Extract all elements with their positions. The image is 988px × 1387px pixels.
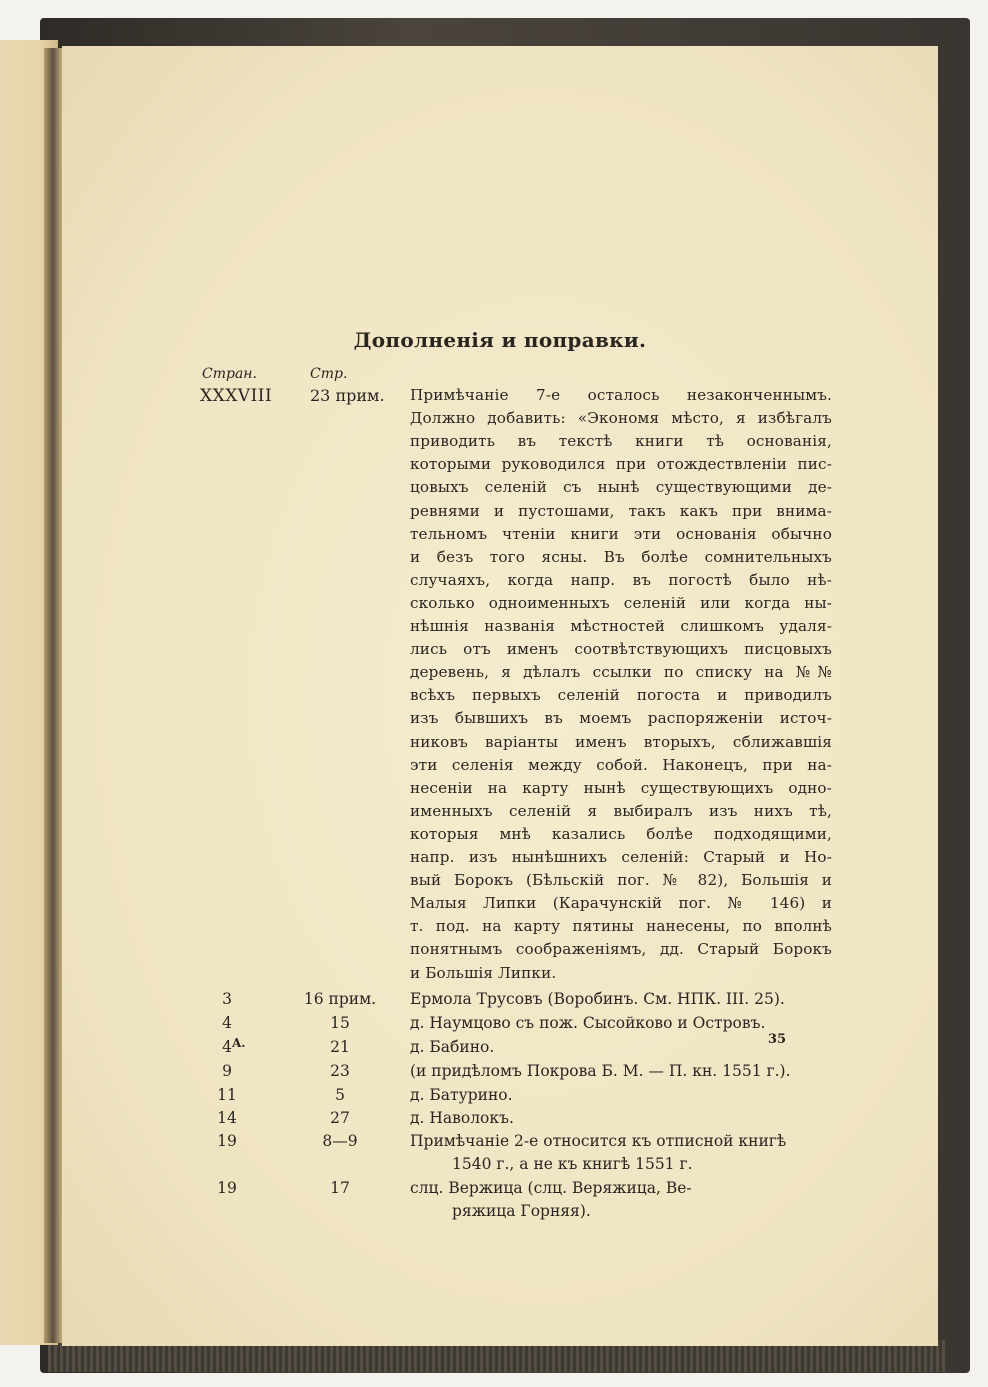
row-correction-text: Ермола Трусовъ (Воробинъ. См. НПК. III. 25). — [410, 990, 785, 1008]
entry-text-line: деревень, я дѣлалъ ссылки по списку на №№ — [410, 663, 832, 682]
entry-text-line: понятнымъ соображеніямъ, дд. Старый Борокъ — [410, 940, 832, 959]
row-line-number: 8—9 — [322, 1132, 358, 1150]
entry-text-line: никовъ варіанты именъ вторыхъ, сближавшія — [410, 732, 832, 751]
entry-text-line: Малыя Липки (Карачунскій пог. № 146) и — [410, 894, 832, 913]
row-correction-text: (и придѣломъ Покрова Б. М. — П. кн. 1551 г.). — [410, 1062, 791, 1080]
row-page-number: 3 — [222, 990, 232, 1008]
entry-text-line: приводить въ текстѣ книги тѣ основанія, — [410, 432, 832, 451]
entry-text-line: тельномъ чтеніи книги эти основанія обычно — [410, 524, 832, 543]
errata-row — [62, 1038, 938, 1062]
entry-text-line: Примѣчаніе 7-е осталось незаконченнымъ. — [410, 386, 832, 404]
row-correction-text: Примѣчаніе 2-е относится къ отписной книгѣ — [410, 1132, 787, 1150]
entry-text-line: сколько одноименныхъ селеній или когда ны- — [410, 593, 832, 612]
row-page-number: 14 — [217, 1109, 237, 1127]
row-line-number: 5 — [335, 1086, 345, 1104]
row-page-number: 11 — [217, 1086, 237, 1104]
row-correction-continuation: ряжица Горняя). — [452, 1202, 591, 1220]
row-correction-text: д. Батурино. — [410, 1086, 513, 1104]
entry-line-number: 23 прим. — [310, 386, 385, 405]
row-page-number: 19 — [217, 1179, 237, 1197]
errata-row — [62, 1014, 938, 1038]
entry-text-line: т. под. на карту пятины нанесены, по вполнѣ — [410, 917, 832, 936]
entry-text-line: именныхъ селеній я выбиралъ изъ нихъ тѣ, — [410, 801, 832, 820]
line-column-header: Стр. — [310, 366, 348, 382]
row-correction-continuation: 1540 г., а не къ книгѣ 1551 г. — [452, 1155, 693, 1173]
errata-row — [62, 1109, 938, 1133]
entry-page-number: XXXVIII — [200, 386, 273, 406]
entry-text-line: напр. изъ нынѣшнихъ селеній: Старый и Но- — [410, 848, 832, 866]
errata-row — [62, 1132, 938, 1173]
printer-signature: A. — [232, 1036, 246, 1050]
entry-text-line: ревнями и пустошами, такъ какъ при внима- — [410, 501, 832, 520]
signature-number: 35 — [768, 1032, 787, 1047]
row-line-number: 21 — [330, 1038, 350, 1056]
book-gutter — [44, 48, 62, 1343]
row-page-number: 19 — [217, 1132, 237, 1150]
book-page — [62, 46, 938, 1346]
entry-text-line: цовыхъ селеній съ нынѣ существующими де- — [410, 478, 832, 497]
page-column-header: Стран. — [202, 366, 257, 382]
row-line-number: 23 — [330, 1062, 350, 1080]
row-line-number: 16 прим. — [303, 990, 377, 1008]
entry-text-line: и безъ того ясны. Въ болѣе сомнительныхъ — [410, 547, 832, 566]
row-line-number: 17 — [330, 1179, 350, 1197]
row-line-number: 15 — [330, 1014, 350, 1032]
row-correction-text: д. Наволокъ. — [410, 1109, 514, 1127]
entry-text-line: и Большія Липки. — [410, 963, 557, 982]
errata-row — [62, 1086, 938, 1110]
errata-row — [62, 1062, 938, 1086]
entry-text-line: несеніи на карту нынѣ существующихъ одно- — [410, 778, 832, 797]
entry-text-line: эти селенія между собой. Наконецъ, при на- — [410, 755, 832, 774]
page-title: Дополненія и поправки. — [353, 328, 647, 352]
row-line-number: 27 — [330, 1109, 350, 1127]
entry-text-line: вый Борокъ (Бѣльскій пог. № 82), Большія и — [410, 871, 832, 890]
entry-text-line: всѣхъ первыхъ селеній погоста и приводилъ — [410, 686, 832, 705]
entry-text-line: которыми руководился при отождествленіи пис- — [410, 455, 832, 474]
row-correction-text: д. Наумцово съ пож. Сысойково и Островъ. — [410, 1014, 766, 1032]
row-page-number: 4 — [222, 1038, 232, 1056]
entry-text-line: Должно добавить: «Экономя мѣсто, я избѣгалъ — [410, 409, 832, 428]
errata-row — [62, 1179, 938, 1220]
row-correction-text: слц. Вержица (слц. Веряжица, Ве- — [410, 1179, 692, 1197]
entry-text-line: которыя мнѣ казались болѣе подходящими, — [410, 824, 832, 843]
errata-row — [62, 990, 938, 1014]
row-correction-text: д. Бабино. — [410, 1038, 495, 1056]
row-page-number: 9 — [222, 1062, 232, 1080]
entry-text-line: лись отъ именъ соотвѣтствующихъ писцовыхъ — [410, 640, 832, 659]
entry-text-line: изъ бывшихъ въ моемъ распоряженіи источ- — [410, 709, 832, 728]
row-page-number: 4 — [222, 1014, 232, 1032]
entry-text-line: случаяхъ, когда напр. въ погостѣ было нѣ- — [410, 570, 832, 589]
entry-text-line: нѣшнія названія мѣстностей слишкомъ удаля- — [410, 617, 832, 635]
